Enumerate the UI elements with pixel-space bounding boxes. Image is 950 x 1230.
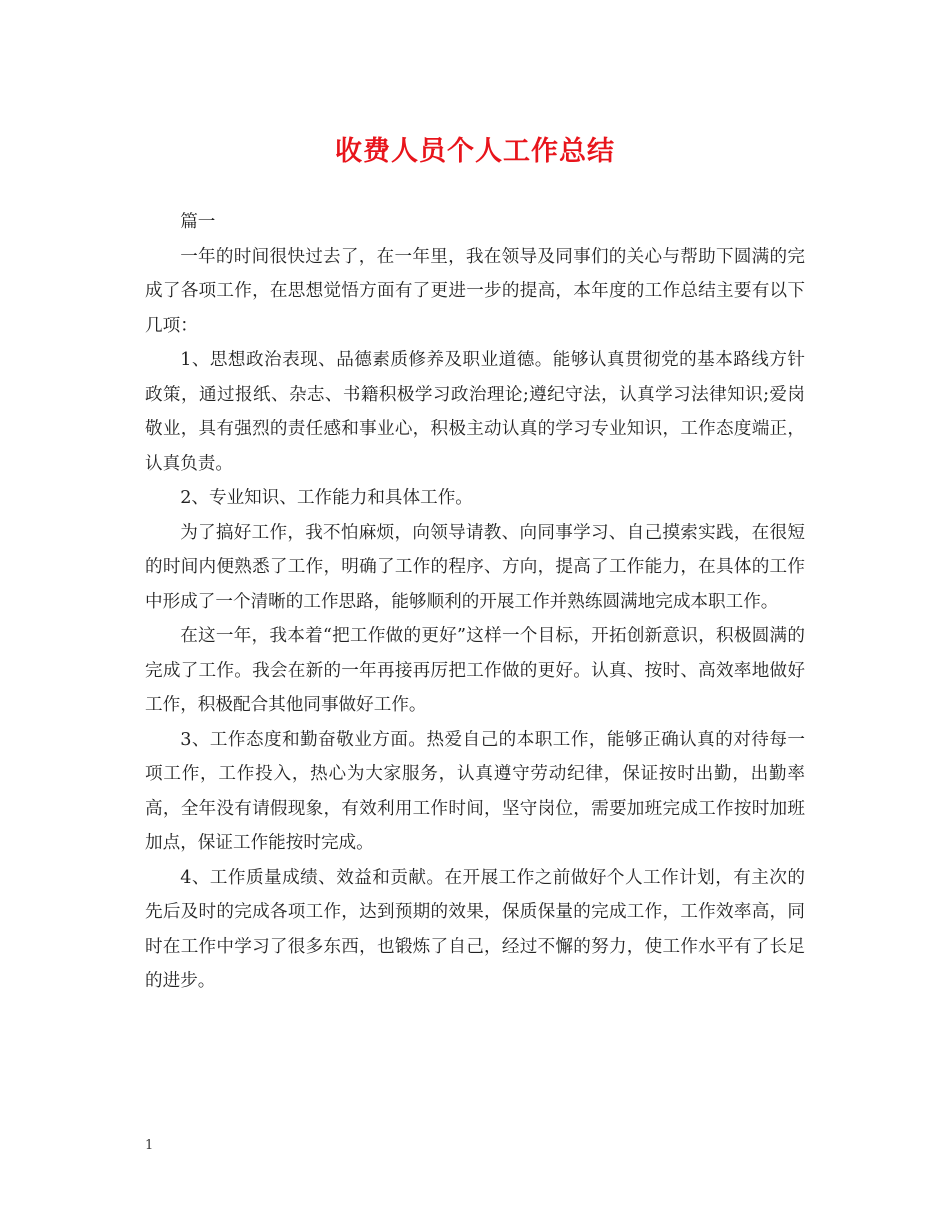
document-body (145, 205, 805, 999)
paragraph-item-1: 1、思想政治表现、品德素质修养及职业道德。能够认真贯彻党的基本路线方针政策，通过报纸、杂志、书籍积极学习政治理论;遵纪守法，认真学习法律知识;爱岗敬业，具有强烈的责任感和事业心，积极主动认真的学习专业知识，工作态度端正，认真负责。 (145, 350, 805, 474)
paragraph-item-2: 2、专业知识、工作能力和具体工作。 (180, 488, 473, 508)
document-title: 收费人员个人工作总结 (335, 136, 615, 167)
paragraph-item-2-detail-b: 在这一年，我本着“把工作做的更好”这样一个目标，开拓创新意识，积极圆满的完成了工作。我会在新的一年再接再厉把工作做的更好。认真、按时、高效率地做好工作，积极配合其他同事做好工作。 (145, 626, 805, 715)
paragraph-item-2-detail-a: 为了搞好工作，我不怕麻烦，向领导请教、向同事学习、自己摸索实践，在很短的时间内便熟悉了工作，明确了工作的程序、方向，提高了工作能力，在具体的工作中形成了一个清晰的工作思路，能够顺利的开展工作并熟练圆满地完成本职工作。 (145, 522, 805, 612)
page-number: 1 (145, 1138, 154, 1153)
paragraph-item-4: 4、工作质量成绩、效益和贡献。在开展工作之前做好个人工作计划，有主次的先后及时的完成各项工作，达到预期的效果，保质保量的完成工作，工作效率高，同时在工作中学习了很多东西，也锻炼了自己，经过不懈的努力，使工作水平有了长足的进步。 (145, 867, 805, 991)
paragraph-item-3: 3、工作态度和勤奋敬业方面。热爱自己的本职工作，能够正确认真的对待每一项工作，工作投入，热心为大家服务，认真遵守劳动纪律，保证按时出勤，出勤率高，全年没有请假现象，有效利用工作时间，坚守岗位，需要加班完成工作按时加班加点，保证工作能按时完成。 (145, 729, 805, 853)
section-heading: 篇一 (180, 212, 216, 232)
paragraph-intro: 一年的时间很快过去了，在一年里，我在领导及同事们的关心与帮助下圆满的完成了各项工作，在思想觉悟方面有了更进一步的提高，本年度的工作总结主要有以下几项： (145, 246, 805, 336)
